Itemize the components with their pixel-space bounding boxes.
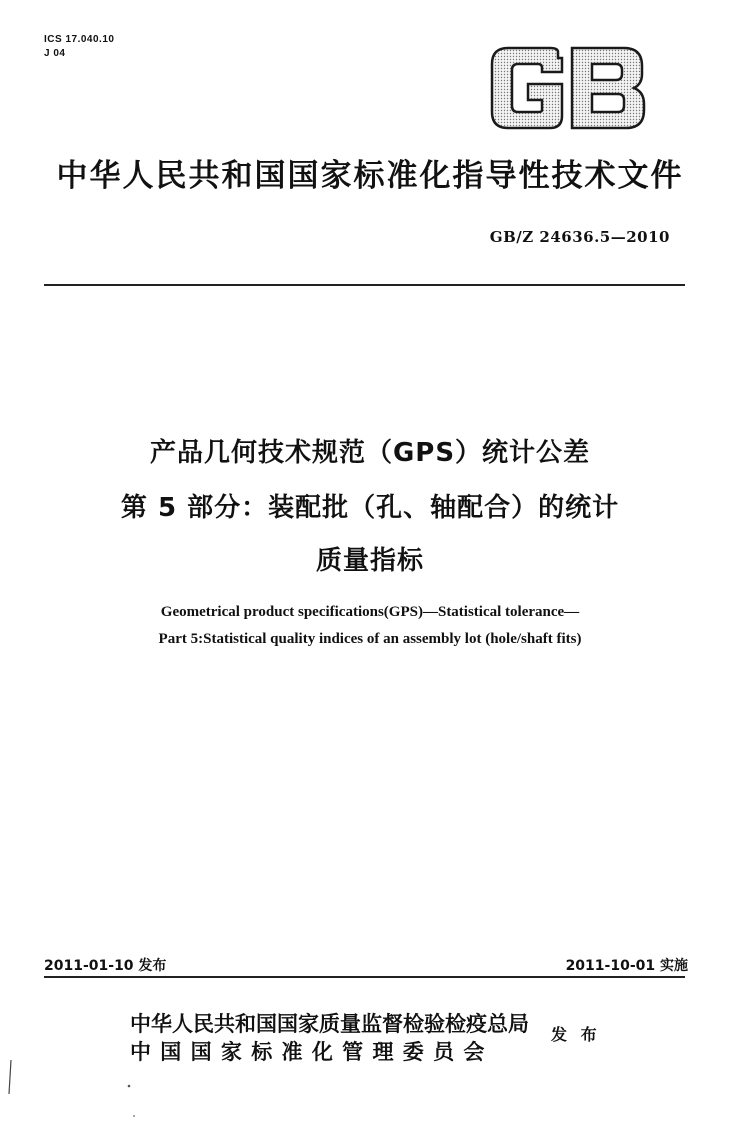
cn-title-line-3: 质量指标 [315,546,424,576]
cn-title-line-1: 产品几何技术规范（GPS）统计公差 [149,438,591,468]
gb-logo-b-letter [572,48,644,128]
footer-divider [44,976,685,978]
standard-number: GB/Z 24636.5—2010 [489,228,670,246]
implementation-date: 2011-10-01 实施 [565,958,688,974]
cn-title-line-2: 第 5 部分：装配批（孔、轴配合）的统计 [120,493,620,523]
issuer-line-1: 中华人民共和国国家质量监督检验检疫总局 [130,1012,529,1036]
en-title-line-1: Geometrical product specifications(GPS)—Statistical tolerance— [160,604,580,620]
issue-action: 发 布 [551,1025,601,1044]
document-type-title: 中华人民共和国国家标准化指导性技术文件 [56,158,684,194]
header-divider [44,284,685,286]
issuer-line-2: 中 国 国 家 标 准 化 管 理 委 员 会 [130,1040,486,1064]
ccs-code: J 04 [44,48,66,59]
scan-artifacts [0,1060,740,1121]
gb-logo-g-letter [492,48,562,128]
gb-logo [488,46,648,130]
issue-date: 2011-01-10 发布 [44,958,167,974]
en-title-line-2: Part 5:Statistical quality indices of an assembly lot (hole/shaft fits) [158,631,582,647]
ics-code: ICS 17.040.10 [44,34,115,45]
